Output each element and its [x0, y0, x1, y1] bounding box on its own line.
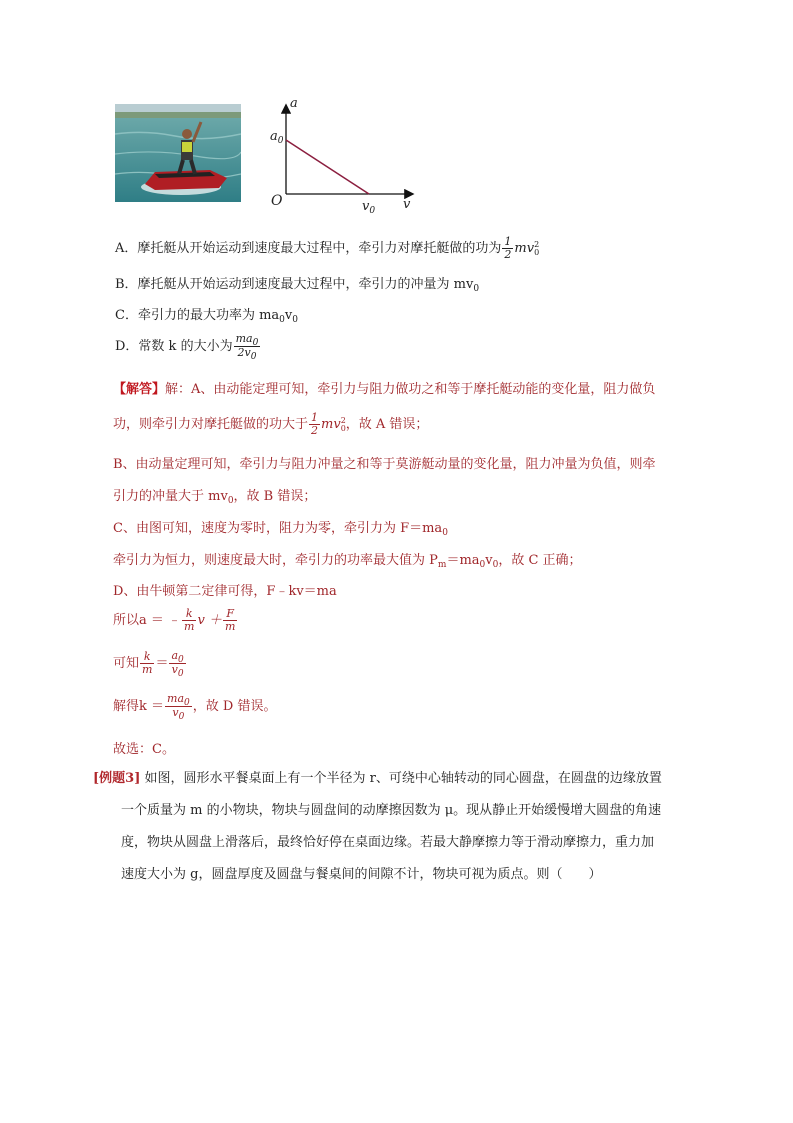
answer-line-7: D、由牛顿第二定律可得，F﹣kv＝ma [113, 584, 337, 599]
example3-label: [例题3] [93, 771, 141, 786]
y-axis-label: a [290, 96, 298, 111]
answer-line-2: 功，则牵引力对摩托艇做的功大于 $\frac{1}{2}$ mv 2 0 ，故 A 错误； [113, 411, 429, 437]
example3-paragraph: [例题3] 如图，圆形水平餐桌面上有一个半径为 r、可绕中心轴转动的同心圆盘，在圆盘的边缘放置 一个质量为 m 的小物块，物块与圆盘间的动摩擦因数为 μ。现从静止开始缓慢增大圆盘的角速 度，物块从圆盘上滑落后，最终恰好停在桌面边缘。若最大静摩擦力等于滑动摩擦力，重力加 速度大小为 g，圆盘厚度及圆盘与餐桌间的间隙不计，物块可视为质点。则（ ） [93, 771, 662, 882]
answer-line-6: 牵引力为恒力，则速度最大时，牵引力的功率最大值为 $P_m=ma_0v_0$，故 C 正确； [113, 553, 582, 570]
origin-label: O [271, 193, 283, 209]
jet-ski-photo [115, 104, 241, 202]
answer-line-1: 【解答】解：A、由动能定理可知，牵引力与阻力做功之和等于摩托艇动能的变化量，阻力做负 [113, 382, 656, 397]
option-c: C．牵引力的最大功率为 $ma_0v_0$ [115, 308, 298, 325]
option-b: B．摩托艇从开始运动到速度最大过程中，牵引力的冲量为 $mv_0$ [115, 277, 480, 294]
option-d: D．常数 k 的大小为 $\frac{ma_0}{2v_0}$ [115, 332, 259, 362]
fraction: $\frac{1}{2}$ [504, 235, 512, 261]
acceleration-velocity-graph [262, 96, 422, 220]
answer-line-10: 解得k ＝ $\frac{ma_0}{v_0}$ ，故 D 错误。 [113, 692, 277, 722]
v0-label: $v_0$ [362, 199, 376, 216]
x-axis-label: v [403, 197, 411, 212]
answer-line-8: 所以a ＝ ﹣ $\frac{k}{m}$ v ＋ $\frac{F}{m}$ [113, 607, 236, 633]
answer-tag: 【解答】 [113, 382, 166, 397]
answer-line-3: B、由动量定理可知，牵引力与阻力冲量之和等于莫游艇动量的变化量，阻力冲量为负值，则牵 [113, 457, 656, 472]
answer-line-11: 故选：C。 [113, 742, 175, 757]
graph-line [286, 140, 369, 194]
option-a: A．摩托艇从开始运动到速度最大过程中，牵引力对摩托艇做的功为 $\frac{1}{2}$ mv 2 0 [115, 235, 540, 261]
a0-label: $a_0$ [270, 129, 284, 146]
answer-line-4: 引力的冲量大于 $mv_0$，故 B 错误； [113, 489, 317, 506]
answer-line-5: C、由图可知，速度为零时，阻力为零，牵引力为 $F=ma_0$ [113, 521, 448, 538]
answer-line-9: 可知 $\frac{k}{m}$ ＝ $\frac{a_0}{v_0}$ [113, 649, 184, 679]
